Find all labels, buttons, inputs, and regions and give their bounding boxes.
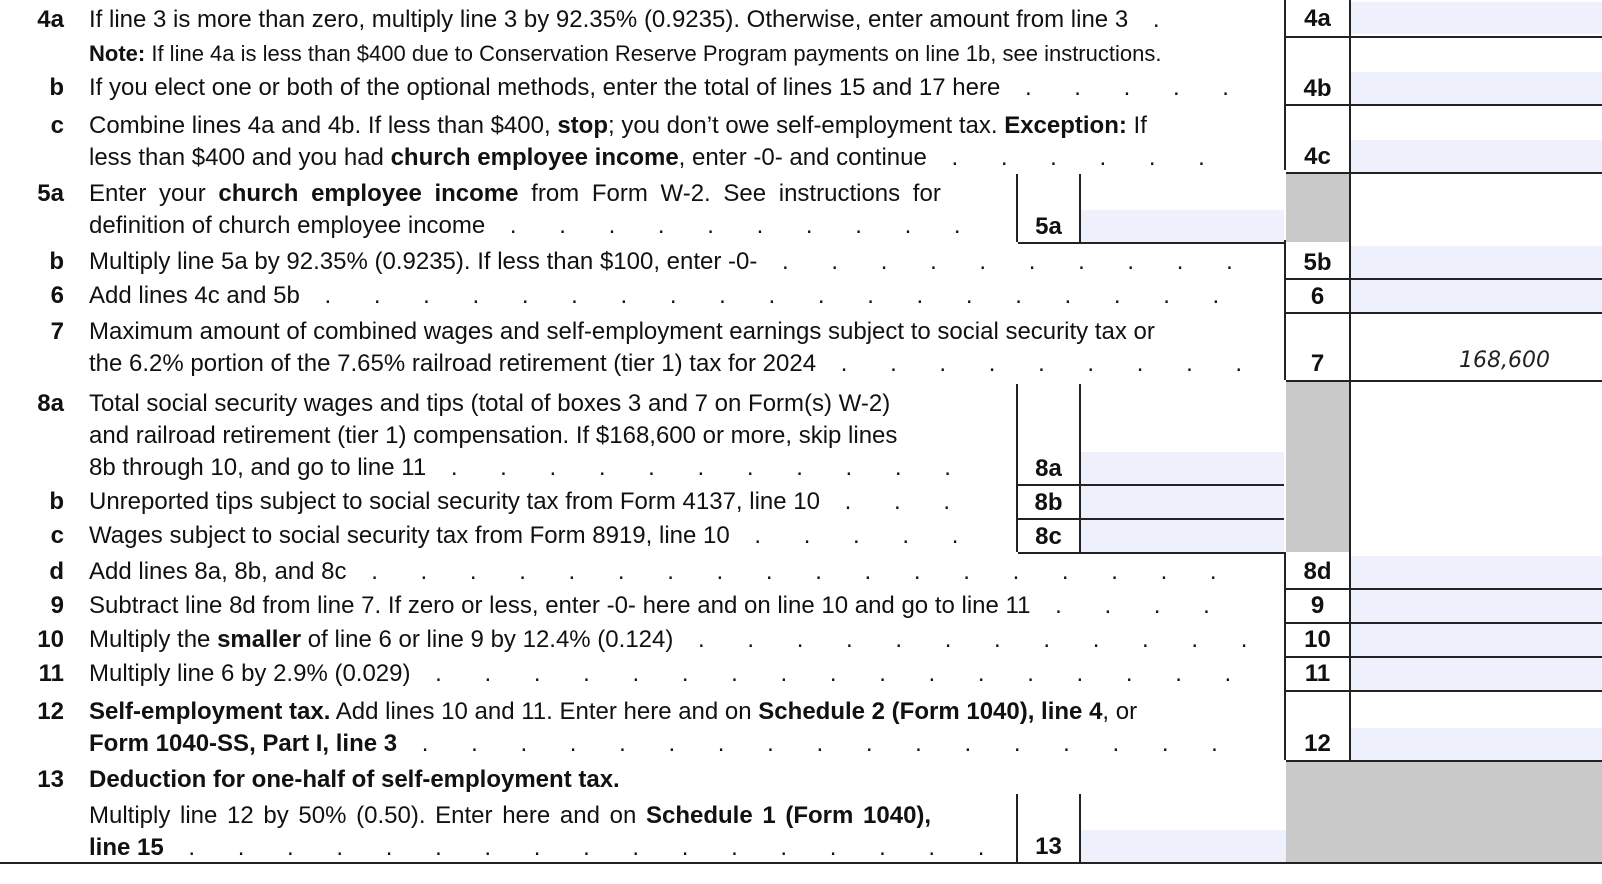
box-label-5a: 5a — [1035, 213, 1062, 240]
l4c-t1a: Combine lines 4a and 4b. If less than $400, — [89, 112, 551, 139]
input-5b[interactable] — [1351, 246, 1602, 278]
box-label-13: 13 — [1035, 833, 1062, 860]
l4c-t2b: church employee income — [390, 144, 679, 171]
line-4b-desc: If you elect one or both of the optional methods, enter the total of lines 15 and 17 here — [89, 74, 1001, 101]
hl-6 — [1286, 312, 1602, 314]
box-label-9: 9 — [1310, 592, 1325, 619]
l8a-t1: Total social security wages and tips (total of boxes 3 and 7 on Form(s) W-2) — [89, 390, 891, 417]
l4c-t2c: , enter -0- and continue — [678, 144, 927, 171]
input-9[interactable] — [1351, 590, 1602, 622]
l12-t1b: Add lines 10 and 11. Enter here and on — [335, 698, 752, 725]
line-num-5b: b — [49, 248, 64, 275]
l9-desc: Subtract line 8d from line 7. If zero or less, enter -0- here and on line 10 and go to line 11 — [89, 592, 1031, 619]
input-12[interactable] — [1351, 728, 1602, 760]
l4c-t2a: less than $400 and you had — [89, 144, 384, 171]
l5a-t1b: church employee income — [218, 180, 519, 207]
note-label: Note: — [89, 41, 146, 66]
l4c-t1c: ; you don’t owe self-employment tax. — [607, 112, 998, 139]
l8a-t3: 8b through 10, and go to line 11 — [89, 454, 427, 481]
input-8a[interactable] — [1081, 452, 1284, 484]
hl-9 — [1286, 622, 1602, 624]
input-4c[interactable] — [1351, 140, 1602, 172]
hl-8c — [1018, 552, 1284, 554]
input-13[interactable] — [1081, 830, 1286, 862]
input-8d[interactable] — [1351, 556, 1602, 588]
box-label-8d: 8d — [1303, 558, 1332, 585]
line-num-13: 13 — [37, 766, 64, 793]
input-4a[interactable] — [1351, 2, 1602, 34]
line-num-5a: 5a — [37, 180, 64, 207]
line-num-11: 11 — [38, 660, 64, 687]
l7-t1: Maximum amount of combined wages and self-employment earnings subject to social security tax or — [89, 318, 1155, 345]
line-num-8c: c — [50, 522, 64, 549]
l13-t1b: Schedule 1 (Form 1040), — [645, 802, 932, 829]
line-4a-desc: If line 3 is more than zero, multiply line 3 by 92.35% (0.9235). Otherwise, enter amount from line 3 — [89, 6, 1129, 33]
input-10[interactable] — [1351, 624, 1602, 656]
input-11[interactable] — [1351, 658, 1602, 690]
box-label-8b: 8b — [1034, 489, 1063, 516]
input-5a[interactable] — [1081, 210, 1284, 242]
hl-11 — [1286, 690, 1602, 692]
shade-5 — [1286, 172, 1349, 242]
l13-t2: line 15 — [89, 834, 164, 861]
l13-t1a: Multiply line 12 by 50% (0.50). Enter here and on — [89, 802, 637, 829]
box-label-10: 10 — [1304, 626, 1331, 653]
hl-4c — [1286, 172, 1602, 174]
box-label-8c: 8c — [1035, 523, 1062, 550]
l10-t1: Multiply the — [89, 626, 211, 653]
l5b-desc: Multiply line 5a by 92.35% (0.9235). If less than $100, enter -0- — [89, 248, 758, 275]
line-num-8b: b — [49, 488, 64, 515]
amount-7[interactable]: 168,600 — [1459, 348, 1550, 373]
l13-title: Deduction for one-half of self-employment tax. — [89, 766, 620, 793]
l12-t2: Form 1040-SS, Part I, line 3 — [89, 730, 398, 757]
box-label-6: 6 — [1310, 283, 1325, 310]
form-page: 4a 4b 4c 5b 6 7 8d 9 10 11 12 168,600 5a 8a 8b 8c 13 4a If line 3 is more than zero, multiply line 3 by 92.35% (0.9235). Otherwise, enter amount from line 3 . Note: If line 4a is less than $400 due to Conservation Reserve Program payments on line 1b, see instructions. b If you elect one or both of the optional methods, enter the total of lines 15 and 17 here . . . . . c Combine lines 4a and 4b. If less than $400, stop; you don’t owe self-employment tax. Exception: If less than $400 and you had church employee income, enter -0- and continue . . . . . . 5a Enter your church employee income from Form W-2. See instructions for definition of church employee income . . . . . . . . . . b Multiply line 5a by 92.35% (0.9235). If less than $100, enter -0- . . . . . . . . . . 6 Add lines 4c and 5b . . . . . . . . . . . . . . . . . . . 7 Maximum amount of combined wages and self-employment earnings subject to social security tax or the 6.2% portion of the 7.65% railroad retirement (tier 1) tax for 2024 . . . . . . . . . 8a Total social security wages and tips (total of boxes 3 and 7 on Form(s) W-2) and railroad retirement (tier 1) compensation. If $168,600 or more, skip lines 8b through 10, and go to line 11 . . . . . . . . . . . b Unreported tips subject to social security tax from Form 4137, line 10 . . . c Wages subject to social security tax from Form 8919, line 10 . . . . . d Add lines 8a, 8b, and 8c . . . . . . . . . . . . . . . . . . 9 Subtract line 8d from line 7. If zero or less, enter -0- here and on line 10 and go to line 11 . . . . 10 Multiply the smaller of line 6 or line 9 by 12.4% (0.124) . . . . . . . . . . . . 11 Multiply line 6 by 2.9% (0.029) . . . . . . . . . . . . . . . . . 12 Self-employment tax. Add lines 10 and 11. Enter here and on Schedule 2 (Form 1040), line 4, or Form 1040-SS, Part I, line 3 . . . . . . . . . . . . . . . . . 13 Deduction for one-half of self-employment tax. Multiply line 12 by 50% (0.50). Enter here and on Schedule 1 (Form 1040), line 15 . . . . . . . . . . . . . . . . . — [0, 0, 1602, 884]
note-text: If line 4a is less than $400 due to Conservation Reserve Program payments on line 1b, see instructions. — [151, 41, 1162, 66]
l4c-t1d: Exception: — [1004, 112, 1127, 139]
l12-t1d: , or — [1102, 698, 1138, 725]
input-8c[interactable] — [1081, 520, 1284, 552]
shade-8 — [1286, 380, 1349, 552]
line-num-12: 12 — [37, 698, 64, 725]
hl-12 — [1286, 760, 1602, 762]
l8b-desc: Unreported tips subject to social security tax from Form 4137, line 10 — [89, 488, 820, 515]
line-num-8d: d — [49, 558, 64, 585]
l7-t2: the 6.2% portion of the 7.65% railroad retirement (tier 1) tax for 2024 — [89, 350, 817, 377]
box-label-5b: 5b — [1303, 249, 1332, 276]
line-num-7: 7 — [50, 318, 64, 345]
l5a-t1a: Enter your — [89, 180, 206, 207]
box-label-4c: 4c — [1304, 143, 1331, 170]
line-num-4c: c — [50, 112, 64, 139]
l4c-t1e: If — [1133, 112, 1147, 139]
hl-7 — [1286, 380, 1602, 382]
l11-desc: Multiply line 6 by 2.9% (0.029) — [89, 660, 411, 687]
line-num-6: 6 — [50, 282, 64, 309]
l10-t2: smaller — [217, 626, 302, 653]
line-num-9: 9 — [50, 592, 64, 619]
l10-t3: of line 6 or line 9 by 12.4% (0.124) — [307, 626, 674, 653]
hl-8a — [1018, 484, 1284, 486]
box-label-8a: 8a — [1035, 455, 1062, 482]
line-num-4a: 4a — [37, 6, 64, 33]
hl-4a — [1286, 36, 1602, 38]
input-4b[interactable] — [1351, 72, 1602, 104]
hl-10 — [1286, 656, 1602, 658]
l5a-t1c: from Form W-2. See instructions for — [531, 180, 941, 207]
l4c-t1b: stop — [557, 112, 608, 139]
hl-8d — [1286, 588, 1602, 590]
l8c-desc: Wages subject to social security tax from Form 8919, line 10 — [89, 522, 730, 549]
l12-t1a: Self-employment tax. — [89, 698, 331, 725]
l12-t1c: Schedule 2 (Form 1040), line 4 — [758, 698, 1103, 725]
box-label-12: 12 — [1304, 730, 1331, 757]
hl-8b — [1018, 518, 1284, 520]
hl-5a — [1018, 242, 1284, 244]
l6-desc: Add lines 4c and 5b — [89, 282, 300, 309]
line-num-8a: 8a — [37, 390, 64, 417]
l8d-desc: Add lines 8a, 8b, and 8c — [89, 558, 347, 585]
box-label-7: 7 — [1310, 350, 1325, 377]
input-6[interactable] — [1351, 280, 1602, 312]
box-label-4a: 4a — [1304, 5, 1331, 32]
l5a-t2: definition of church employee income — [89, 212, 486, 239]
box-label-11: 11 — [1304, 660, 1331, 687]
l8a-t2: and railroad retirement (tier 1) compensation. If $168,600 or more, skip lines — [89, 422, 898, 449]
line-num-10: 10 — [37, 626, 64, 653]
input-8b[interactable] — [1081, 486, 1284, 518]
hl-5b — [1286, 278, 1602, 280]
line-num-4b: b — [49, 74, 64, 101]
line-4a-text: If line 3 is more than zero, multiply line 3 by 92.35% (0.9235). Otherwise, enter amount from line 3 . — [89, 6, 1178, 33]
shade-13 — [1286, 762, 1602, 862]
box-label-4b: 4b — [1303, 75, 1332, 102]
hl-4b — [1286, 104, 1602, 106]
